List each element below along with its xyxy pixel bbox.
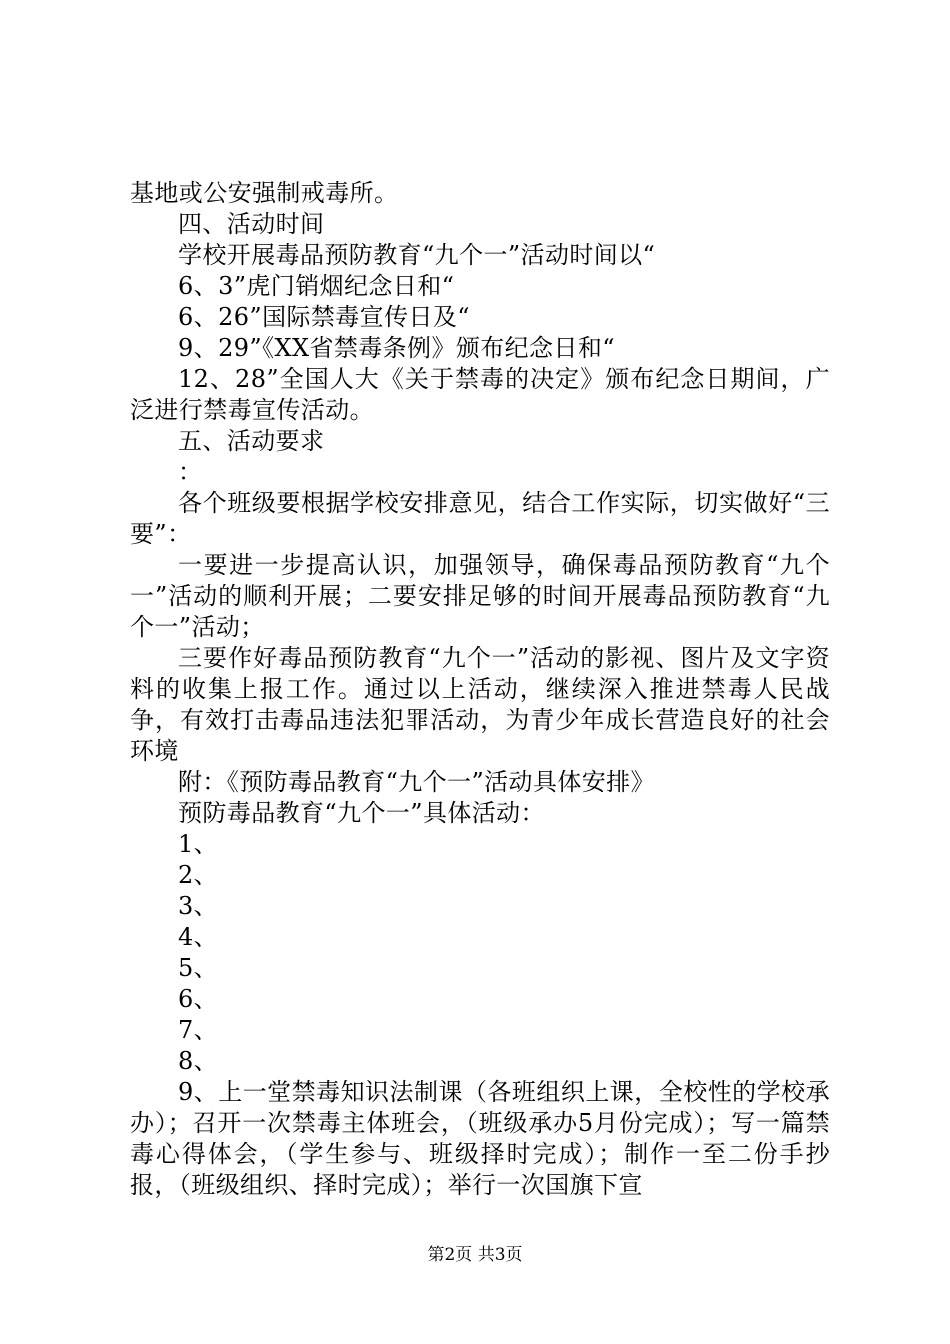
paragraph: 4、 (178, 923, 219, 951)
paragraph: 7、 (178, 1016, 219, 1044)
paragraph: 2、 (178, 861, 219, 889)
paragraph: 9、上一堂禁毒知识法制课（各班组织上课，全校性的学校承办）；召开一次禁毒主体班会，（班级承办5月份完成）；写一篇禁毒心得体会，（学生参与、班级择时完成）；制作一至二份手抄报，（班级组织、择时完成）；举行一次国旗下宣 (130, 1078, 830, 1199)
paragraph: 附：《预防毒品教育“九个一”活动具体安排》 (178, 768, 655, 796)
paragraph: 8、 (178, 1047, 219, 1075)
paragraph: 一要进一步提高认识，加强领导，确保毒品预防教育“九个一”活动的顺利开展；二要安排足够的时间开展毒品预防教育“九个一”活动； (130, 551, 830, 641)
paragraph: 学校开展毒品预防教育“九个一”活动时间以“ (178, 241, 656, 269)
paragraph: 6、3”虎门销烟纪念日和“ (178, 272, 455, 300)
paragraph: 12、28”全国人大《关于禁毒的决定》颁布纪念日期间，广泛进行禁毒宣传活动。 (130, 365, 830, 424)
paragraph: 四、活动时间 (178, 210, 325, 238)
paragraph: 6、 (178, 985, 219, 1013)
page-number-footer: 第2页 共3页 (427, 1245, 523, 1265)
paragraph: 1、 (178, 830, 219, 858)
paragraph: ： (178, 458, 203, 486)
paragraph: 预防毒品教育“九个一”具体活动： (178, 799, 545, 827)
paragraph: 9、29”《XX省禁毒条例》颁布纪念日和“ (178, 334, 615, 362)
paragraph: 6、26”国际禁毒宣传日及“ (178, 303, 470, 331)
document-body (130, 178, 830, 1201)
paragraph: 五、活动要求 (178, 427, 325, 455)
paragraph: 各个班级要根据学校安排意见，结合工作实际，切实做好“三要”： (130, 489, 830, 548)
paragraph: 5、 (178, 954, 219, 982)
paragraph: 基地或公安强制戒毒所。 (130, 179, 399, 207)
paragraph: 三要作好毒品预防教育“九个一”活动的影视、图片及文字资料的收集上报工作。通过以上活动，继续深入推进禁毒人民战争，有效打击毒品违法犯罪活动，为青少年成长营造良好的社会环境 (130, 644, 830, 765)
paragraph: 3、 (178, 892, 219, 920)
